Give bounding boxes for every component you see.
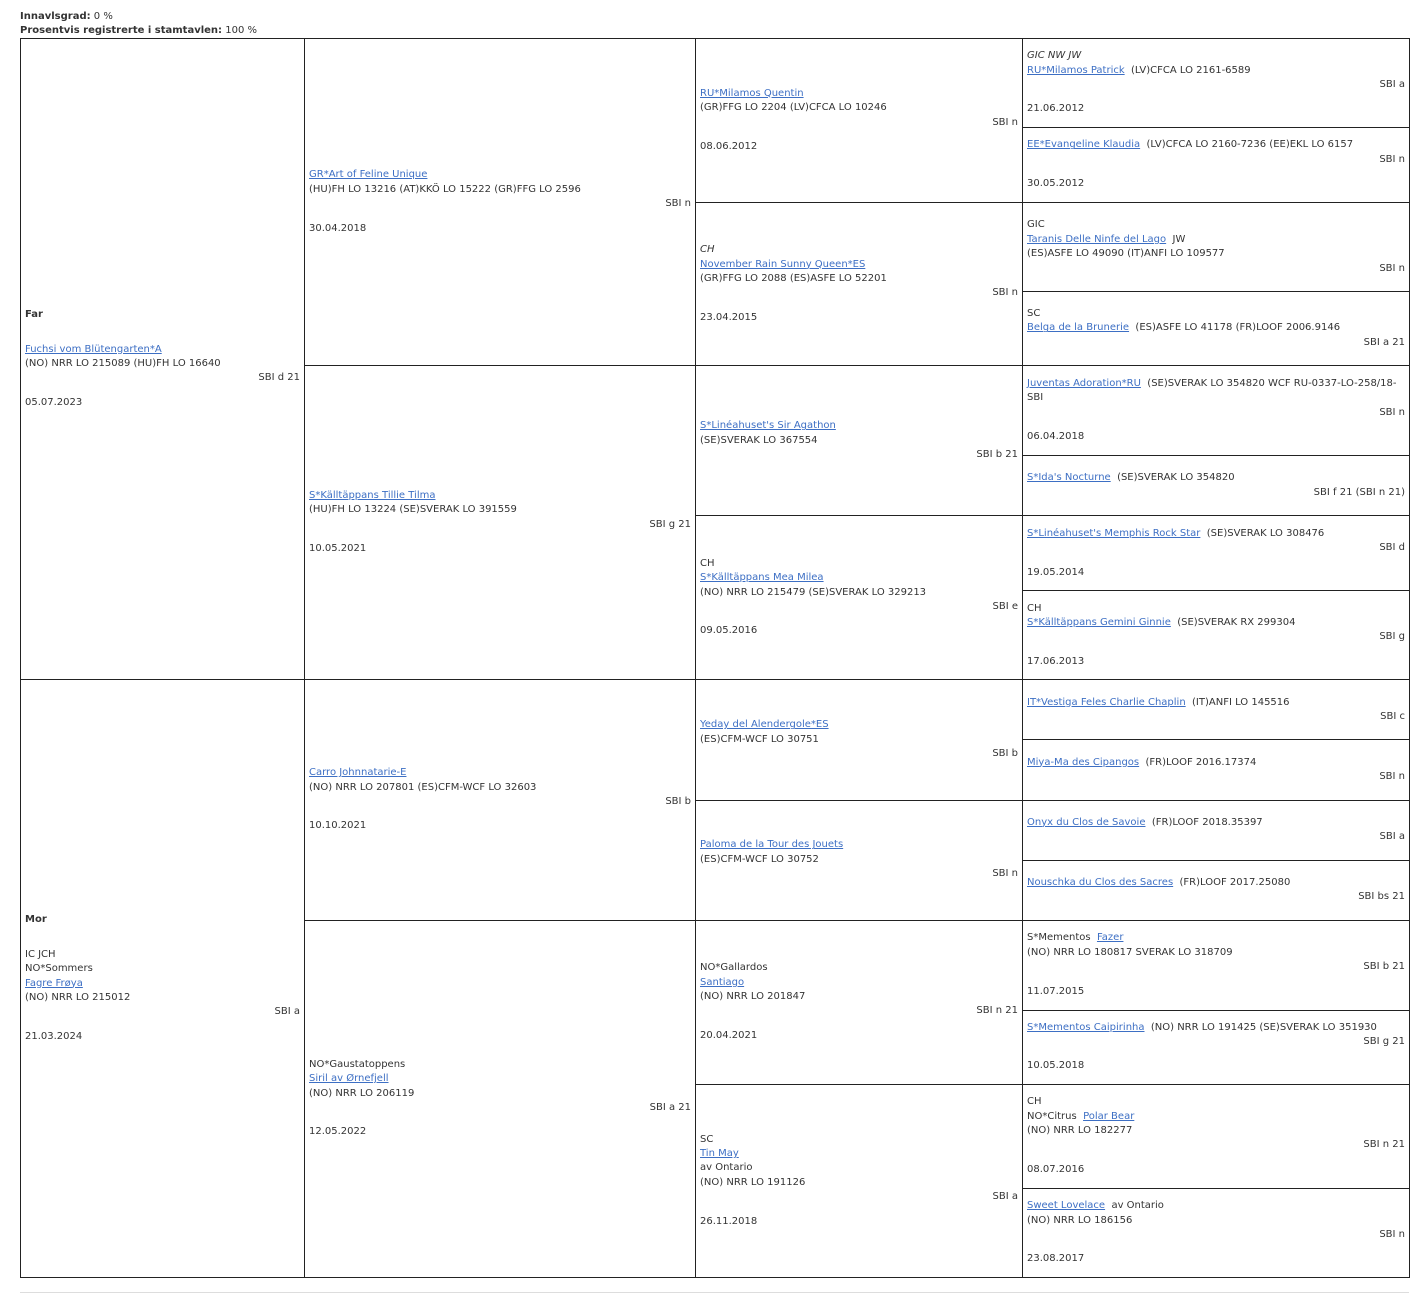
g4-5-name-link[interactable]: Juventas Adoration*RU bbox=[1027, 377, 1141, 389]
g3-7-birthdate: 20.04.2021 bbox=[700, 1029, 758, 1041]
g2-3-sbi: SBI b bbox=[665, 796, 691, 808]
g2-4-name-link[interactable]: Siril av Ørnefjell bbox=[309, 1073, 389, 1085]
dam-name-link[interactable]: Fagre Frøya bbox=[25, 977, 83, 989]
g3-7-prefix: NO*Gallardos bbox=[700, 962, 768, 974]
g4-cell-2 bbox=[1023, 128, 1410, 203]
g3-6-registration: (ES)CFM-WCF LO 30752 bbox=[700, 853, 819, 865]
g3-2-birthdate: 23.04.2015 bbox=[700, 311, 758, 323]
g3-8-suffix: av Ontario bbox=[700, 1162, 753, 1174]
g2-3-name-link[interactable]: Carro Johnnatarie-E bbox=[309, 767, 407, 779]
g4-3-sbi: SBI n bbox=[1379, 262, 1405, 274]
registered-label: Prosentvis registrerte i stamtavlen: bbox=[20, 25, 223, 36]
g4-8-title: CH bbox=[1027, 602, 1042, 614]
g4-3-title: GIC bbox=[1027, 219, 1045, 231]
g4-4-registration: (ES)ASFE LO 41178 (FR)LOOF 2006.9146 bbox=[1135, 322, 1341, 334]
g2-cell-4 bbox=[305, 920, 696, 1277]
dam-sbi: SBI a bbox=[274, 1006, 300, 1018]
g4-cell-6 bbox=[1023, 456, 1410, 516]
g4-12-sbi: SBI bs 21 bbox=[1358, 891, 1405, 903]
g4-15-birthdate: 08.07.2016 bbox=[1027, 1163, 1085, 1175]
g3-3-name-link[interactable]: S*Linéahuset's Sir Agathon bbox=[700, 420, 836, 432]
g4-16-suffix: av Ontario bbox=[1111, 1200, 1164, 1212]
g4-cell-11 bbox=[1023, 800, 1410, 860]
dam-birthdate: 21.03.2024 bbox=[25, 1030, 83, 1042]
g4-1-sbi: SBI a bbox=[1379, 79, 1405, 91]
sire-birthdate: 05.07.2023 bbox=[25, 396, 83, 408]
g4-14-sbi: SBI g 21 bbox=[1363, 1036, 1405, 1047]
g3-cell-4 bbox=[696, 516, 1023, 680]
sire-sbi: SBI d 21 bbox=[258, 372, 300, 384]
g4-cell-4 bbox=[1023, 292, 1410, 366]
g4-11-name-link[interactable]: Onyx du Clos de Savoie bbox=[1027, 816, 1146, 828]
g4-16-name-link[interactable]: Sweet Lovelace bbox=[1027, 1200, 1106, 1212]
g4-15-name-link[interactable]: Polar Bear bbox=[1083, 1110, 1135, 1122]
inbreeding-value: 0 % bbox=[93, 11, 113, 22]
g4-7-birthdate: 19.05.2014 bbox=[1027, 566, 1085, 578]
g3-2-title: CH bbox=[700, 244, 715, 256]
inbreeding-row bbox=[20, 10, 257, 24]
g4-9-sbi: SBI c bbox=[1380, 710, 1405, 722]
g4-cell-10 bbox=[1023, 740, 1410, 800]
g4-10-registration: (FR)LOOF 2016.17374 bbox=[1145, 756, 1257, 768]
g4-11-sbi: SBI a bbox=[1379, 831, 1405, 843]
dam-registration: (NO) NRR LO 215012 bbox=[25, 991, 131, 1003]
g4-cell-9 bbox=[1023, 680, 1410, 740]
g3-3-sbi: SBI b 21 bbox=[976, 448, 1018, 460]
g3-cell-8 bbox=[696, 1084, 1023, 1277]
g3-6-name-link[interactable]: Paloma de la Tour des Jouets bbox=[700, 839, 844, 851]
g4-14-registration: (NO) NRR LO 191425 (SE)SVERAK LO 351930 bbox=[1150, 1021, 1377, 1033]
g2-cell-1 bbox=[305, 39, 696, 366]
g3-8-name-link[interactable]: Tin May bbox=[700, 1148, 739, 1160]
g4-4-title: SC bbox=[1027, 308, 1041, 320]
g2-2-name-link[interactable]: S*Källtäppans Tillie Tilma bbox=[309, 490, 436, 502]
pedigree-table bbox=[20, 38, 1410, 1278]
g4-11-registration: (FR)LOOF 2018.35397 bbox=[1151, 816, 1263, 828]
g4-4-sbi: SBI a 21 bbox=[1363, 336, 1405, 348]
g3-5-sbi: SBI b bbox=[992, 748, 1018, 760]
g4-13-sbi: SBI b 21 bbox=[1363, 961, 1405, 973]
g3-1-sbi: SBI n bbox=[992, 116, 1018, 128]
g2-1-birthdate: 30.04.2018 bbox=[309, 222, 367, 234]
g3-2-registration: (GR)FFG LO 2088 (ES)ASFE LO 52201 bbox=[700, 272, 887, 284]
g4-10-name-link[interactable]: Miya-Ma des Cipangos bbox=[1027, 756, 1140, 768]
g2-1-sbi: SBI n bbox=[665, 198, 691, 210]
dam-prefix: NO*Sommers bbox=[25, 963, 93, 975]
g4-1-registration: (LV)CFCA LO 2161-6589 bbox=[1131, 64, 1251, 76]
g3-cell-3 bbox=[696, 366, 1023, 516]
g4-8-registration: (SE)SVERAK RX 299304 bbox=[1177, 617, 1296, 628]
g4-9-name-link[interactable]: IT*Vestiga Feles Charlie Chaplin bbox=[1027, 696, 1186, 708]
g3-4-name-link[interactable]: S*Källtäppans Mea Milea bbox=[700, 572, 824, 584]
g4-15-title: CH bbox=[1027, 1096, 1042, 1108]
g2-3-registration: (NO) NRR LO 207801 (ES)CFM-WCF LO 32603 bbox=[309, 781, 537, 793]
g4-2-birthdate: 30.05.2012 bbox=[1027, 178, 1085, 190]
g4-2-name-link[interactable]: EE*Evangeline Klaudia bbox=[1027, 139, 1141, 151]
g4-14-birthdate: 10.05.2018 bbox=[1027, 1060, 1085, 1072]
g3-5-name-link[interactable]: Yeday del Alendergole*ES bbox=[700, 719, 829, 731]
g2-2-registration: (HU)FH LO 13224 (SE)SVERAK LO 391559 bbox=[309, 504, 517, 516]
g4-3-name-link[interactable]: Taranis Delle Ninfe del Lago bbox=[1027, 233, 1167, 245]
g4-4-name-link[interactable]: Belga de la Brunerie bbox=[1027, 322, 1130, 334]
g3-8-birthdate: 26.11.2018 bbox=[700, 1215, 758, 1227]
g4-13-name-link[interactable]: Fazer bbox=[1096, 932, 1124, 944]
g4-8-birthdate: 17.06.2013 bbox=[1027, 655, 1085, 667]
dam-label: Mor bbox=[25, 914, 47, 926]
g4-15-prefix: NO*Citrus bbox=[1027, 1110, 1077, 1122]
g3-1-registration: (GR)FFG LO 2204 (LV)CFCA LO 10246 bbox=[700, 102, 887, 114]
g3-4-birthdate: 09.05.2016 bbox=[700, 625, 758, 637]
g2-4-prefix: NO*Gaustatoppens bbox=[309, 1058, 406, 1070]
g2-cell-3 bbox=[305, 680, 696, 920]
g3-cell-2 bbox=[696, 203, 1023, 366]
g4-8-sbi: SBI g bbox=[1379, 631, 1405, 643]
bottom-divider bbox=[20, 1292, 1409, 1293]
g4-15-registration: (NO) NRR LO 182277 bbox=[1027, 1125, 1133, 1137]
pedigree-summary bbox=[20, 10, 257, 38]
g3-2-name-link[interactable]: November Rain Sunny Queen*ES bbox=[700, 258, 866, 270]
g2-3-birthdate: 10.10.2021 bbox=[309, 820, 367, 832]
g4-cell-8 bbox=[1023, 591, 1410, 680]
g3-cell-7 bbox=[696, 920, 1023, 1084]
dam-cell bbox=[21, 680, 305, 1278]
g4-8-name-link[interactable]: S*Källtäppans Gemini Ginnie bbox=[1027, 617, 1171, 628]
g4-10-sbi: SBI n bbox=[1379, 771, 1405, 782]
g3-5-registration: (ES)CFM-WCF LO 30751 bbox=[700, 733, 819, 745]
g3-cell-1 bbox=[696, 39, 1023, 203]
g4-5-sbi: SBI n bbox=[1379, 406, 1405, 418]
g4-cell-3 bbox=[1023, 203, 1410, 292]
g4-cell-12 bbox=[1023, 860, 1410, 920]
g4-cell-14 bbox=[1023, 1010, 1410, 1084]
g4-15-sbi: SBI n 21 bbox=[1363, 1139, 1405, 1151]
g4-3-registration: (ES)ASFE LO 49090 (IT)ANFI LO 109577 bbox=[1027, 248, 1225, 260]
g2-1-registration: (HU)FH LO 13216 (AT)KKÖ LO 15222 (GR)FFG LO 2596 bbox=[309, 183, 581, 195]
g4-5-registration: (SE)SVERAK LO 354820 WCF RU-0337-LO-258/18-SBI bbox=[1027, 377, 1397, 404]
g3-8-sbi: SBI a bbox=[992, 1191, 1018, 1203]
g2-2-sbi: SBI g 21 bbox=[649, 518, 691, 530]
g4-7-sbi: SBI d bbox=[1379, 542, 1405, 554]
g4-1-name-link[interactable]: RU*Milamos Patrick bbox=[1027, 64, 1125, 76]
g4-cell-1 bbox=[1023, 39, 1410, 128]
g4-3-suffix: JW bbox=[1172, 233, 1186, 245]
sire-cell bbox=[21, 39, 305, 680]
g4-14-name-link[interactable]: S*Mementos Caipirinha bbox=[1027, 1021, 1145, 1033]
g4-2-sbi: SBI n bbox=[1379, 153, 1405, 165]
g4-7-name-link[interactable]: S*Linéahuset's Memphis Rock Star bbox=[1027, 527, 1201, 539]
g3-3-registration: (SE)SVERAK LO 367554 bbox=[700, 434, 818, 446]
g4-cell-5 bbox=[1023, 366, 1410, 456]
g2-1-name-link[interactable]: GR*Art of Feline Unique bbox=[309, 169, 428, 181]
g3-4-title: CH bbox=[700, 557, 715, 569]
sire-name-link[interactable]: Fuchsi vom Blütengarten*A bbox=[25, 343, 162, 355]
g4-6-sbi: SBI f 21 (SBI n 21) bbox=[1313, 486, 1405, 498]
g4-cell-7 bbox=[1023, 516, 1410, 591]
g3-7-registration: (NO) NRR LO 201847 bbox=[700, 990, 806, 1002]
g3-7-name-link[interactable]: Santiago bbox=[700, 976, 745, 988]
g4-6-name-link[interactable]: S*Ida's Nocturne bbox=[1027, 472, 1111, 484]
g4-1-birthdate: 21.06.2012 bbox=[1027, 103, 1085, 115]
g3-8-registration: (NO) NRR LO 191126 bbox=[700, 1176, 806, 1188]
g4-6-registration: (SE)SVERAK LO 354820 bbox=[1117, 472, 1235, 484]
g4-9-registration: (IT)ANFI LO 145516 bbox=[1192, 696, 1290, 708]
g3-1-name-link[interactable]: RU*Milamos Quentin bbox=[700, 87, 804, 99]
sire-label: Far bbox=[25, 309, 43, 321]
g2-4-birthdate: 12.05.2022 bbox=[309, 1126, 367, 1138]
g4-cell-15 bbox=[1023, 1084, 1410, 1188]
g4-12-registration: (FR)LOOF 2017.25080 bbox=[1179, 876, 1291, 888]
registered-row bbox=[20, 24, 257, 38]
g4-13-prefix: S*Mementos bbox=[1027, 932, 1091, 944]
inbreeding-label: Innavlsgrad: bbox=[20, 11, 91, 22]
g3-1-birthdate: 08.06.2012 bbox=[700, 140, 758, 152]
g3-6-sbi: SBI n bbox=[992, 868, 1018, 880]
g4-cell-13 bbox=[1023, 920, 1410, 1010]
g3-cell-6 bbox=[696, 800, 1023, 920]
g3-7-sbi: SBI n 21 bbox=[976, 1005, 1018, 1017]
g3-4-registration: (NO) NRR LO 215479 (SE)SVERAK LO 329213 bbox=[700, 586, 927, 598]
g4-16-registration: (NO) NRR LO 186156 bbox=[1027, 1214, 1133, 1226]
g2-4-sbi: SBI a 21 bbox=[649, 1102, 691, 1114]
g4-16-birthdate: 23.08.2017 bbox=[1027, 1253, 1085, 1265]
registered-value: 100 % bbox=[225, 25, 258, 36]
g2-cell-2 bbox=[305, 366, 696, 680]
g2-4-registration: (NO) NRR LO 206119 bbox=[309, 1087, 415, 1099]
g4-cell-16 bbox=[1023, 1188, 1410, 1277]
g3-4-sbi: SBI e bbox=[992, 601, 1018, 613]
g4-12-name-link[interactable]: Nouschka du Clos des Sacres bbox=[1027, 876, 1174, 888]
g4-5-birthdate: 06.04.2018 bbox=[1027, 431, 1085, 443]
g4-13-registration: (NO) NRR LO 180817 SVERAK LO 318709 bbox=[1027, 946, 1233, 958]
g3-2-sbi: SBI n bbox=[992, 287, 1018, 299]
g4-16-sbi: SBI n bbox=[1379, 1228, 1405, 1240]
dam-title: IC JCH bbox=[25, 948, 56, 960]
g2-2-birthdate: 10.05.2021 bbox=[309, 543, 367, 555]
g4-2-registration: (LV)CFCA LO 2160-7236 (EE)EKL LO 6157 bbox=[1146, 139, 1354, 151]
g4-1-title: GIC NW JW bbox=[1027, 50, 1082, 62]
g4-13-birthdate: 11.07.2015 bbox=[1027, 985, 1085, 997]
g3-8-title: SC bbox=[700, 1133, 714, 1145]
g3-cell-5 bbox=[696, 680, 1023, 800]
sire-registration: (NO) NRR LO 215089 (HU)FH LO 16640 bbox=[25, 358, 221, 370]
g4-7-registration: (SE)SVERAK LO 308476 bbox=[1206, 527, 1325, 539]
